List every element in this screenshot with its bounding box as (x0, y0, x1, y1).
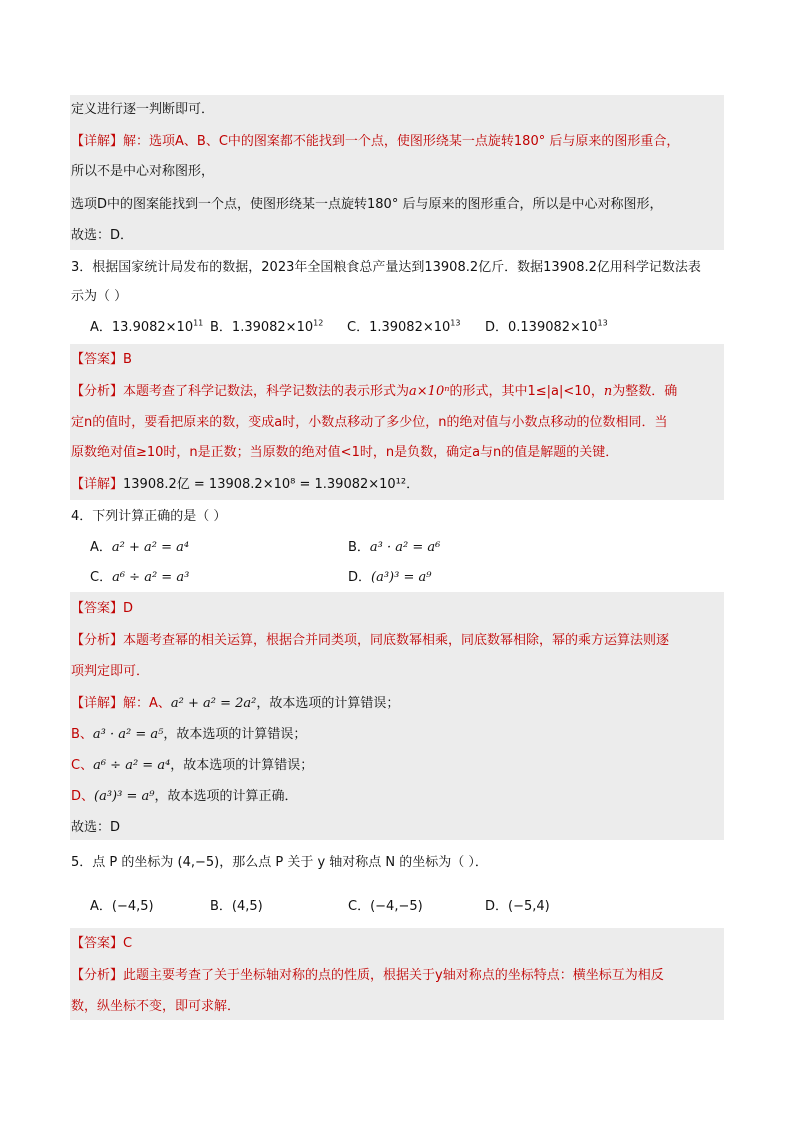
q2-prev-line: 定义进行逐一判断即可． (71, 102, 215, 117)
q3-answer: 【答案】B (71, 352, 132, 367)
q5-option-c: C．(−4,−5) (348, 899, 423, 914)
q5-option-b: B．(4,5) (210, 899, 263, 914)
q3-option-d: D．$0.139082\times 10^{13}$ (485, 318, 608, 335)
q4-answer: 【答案】D (71, 601, 134, 616)
q3-analysis-3: 原数绝对值≥10时，n是正数；当原数的绝对值<1时，n是负数，确定a与n的值是解题的关键． (71, 445, 619, 460)
q4-option-d: D．(a³)³ = a⁹ (348, 570, 432, 585)
q2-detail-1: 【详解】解：选项A、B、C中的图案都不能找到一个点，使图形绕某一点旋转180° 后与原来的图形重合， (71, 134, 680, 149)
q2-answer-line: 故选：D． (71, 228, 134, 243)
q5-answer: 【答案】C (71, 936, 133, 951)
q4-option-a: A．a² + a² = a⁴ (90, 540, 190, 555)
q3-stem-1: 3．根据国家统计局发布的数据，2023年全国粮食总产量达到13908.2亿斤．数据13908.2亿用科学记数法表 (71, 260, 701, 275)
q4-stem: 4．下列计算正确的是（ ） (71, 509, 227, 524)
q5-stem: 5．点 P 的坐标为 (4,−5)，那么点 P 关于 y 轴对称点 N 的坐标为（ ）． (71, 855, 488, 870)
q5-option-d: D．(−5,4) (485, 899, 550, 914)
q4-detail-a: 【详解】解：A、a² + a² = 2a²，故本选项的计算错误； (71, 696, 400, 711)
q5-analysis-2: 数，纵坐标不变，即可求解． (71, 999, 241, 1014)
q4-analysis-1: 【分析】本题考查幂的相关运算，根据合并同类项，同底数幂相乘，同底数幂相除，幂的乘方运算法则逐 (71, 633, 670, 648)
q3-option-b: B．$1.39082\times 10^{12}$ (210, 318, 324, 335)
q3-detail: 【详解】13908.2亿 = 13908.2×10⁸ = 1.39082×10¹²． (71, 477, 420, 492)
q3-analysis-1: 【分析】本题考查了科学记数法，科学记数法的表示形式为a×10ⁿ的形式，其中1≤|a|<10，n为整数．确 (71, 384, 678, 399)
q4-detail-c: C、a⁶ ÷ a² = a⁴，故本选项的计算错误； (71, 758, 314, 773)
q4-detail-d: D、(a³)³ = a⁹，故本选项的计算正确． (71, 789, 298, 804)
q2-detail-3: 选项D中的图案能找到一个点，使图形绕某一点旋转180° 后与原来的图形重合，所以是中心对称图形， (71, 197, 663, 212)
q4-answer-line: 故选：D (71, 820, 121, 835)
q3-option-a: A．$13.9082\times 10^{11}$ (90, 318, 204, 335)
q3-option-c: C．$1.39082\times 10^{13}$ (347, 318, 461, 335)
q4-analysis-2: 项判定即可． (71, 664, 150, 679)
q3-analysis-2: 定n的值时，要看把原来的数，变成a时，小数点移动了多少位，n的绝对值与小数点移动的位数相同．当 (71, 415, 668, 430)
q5-analysis-1: 【分析】此题主要考查了关于坐标轴对称的点的性质，根据关于y轴对称点的坐标特点：横坐标互为相反 (71, 968, 664, 983)
q4-detail-b: B、a³ · a² = a⁵，故本选项的计算错误； (71, 727, 307, 742)
q3-stem-2: 示为（ ） (71, 289, 128, 304)
detail-tag: 【详解】 (71, 134, 124, 149)
q2-detail-2: 所以不是中心对称图形， (71, 164, 215, 179)
q4-option-b: B．a³ · a² = a⁶ (348, 540, 441, 555)
q5-option-a: A．(−4,5) (90, 899, 154, 914)
q4-option-c: C．a⁶ ÷ a² = a³ (90, 570, 190, 585)
